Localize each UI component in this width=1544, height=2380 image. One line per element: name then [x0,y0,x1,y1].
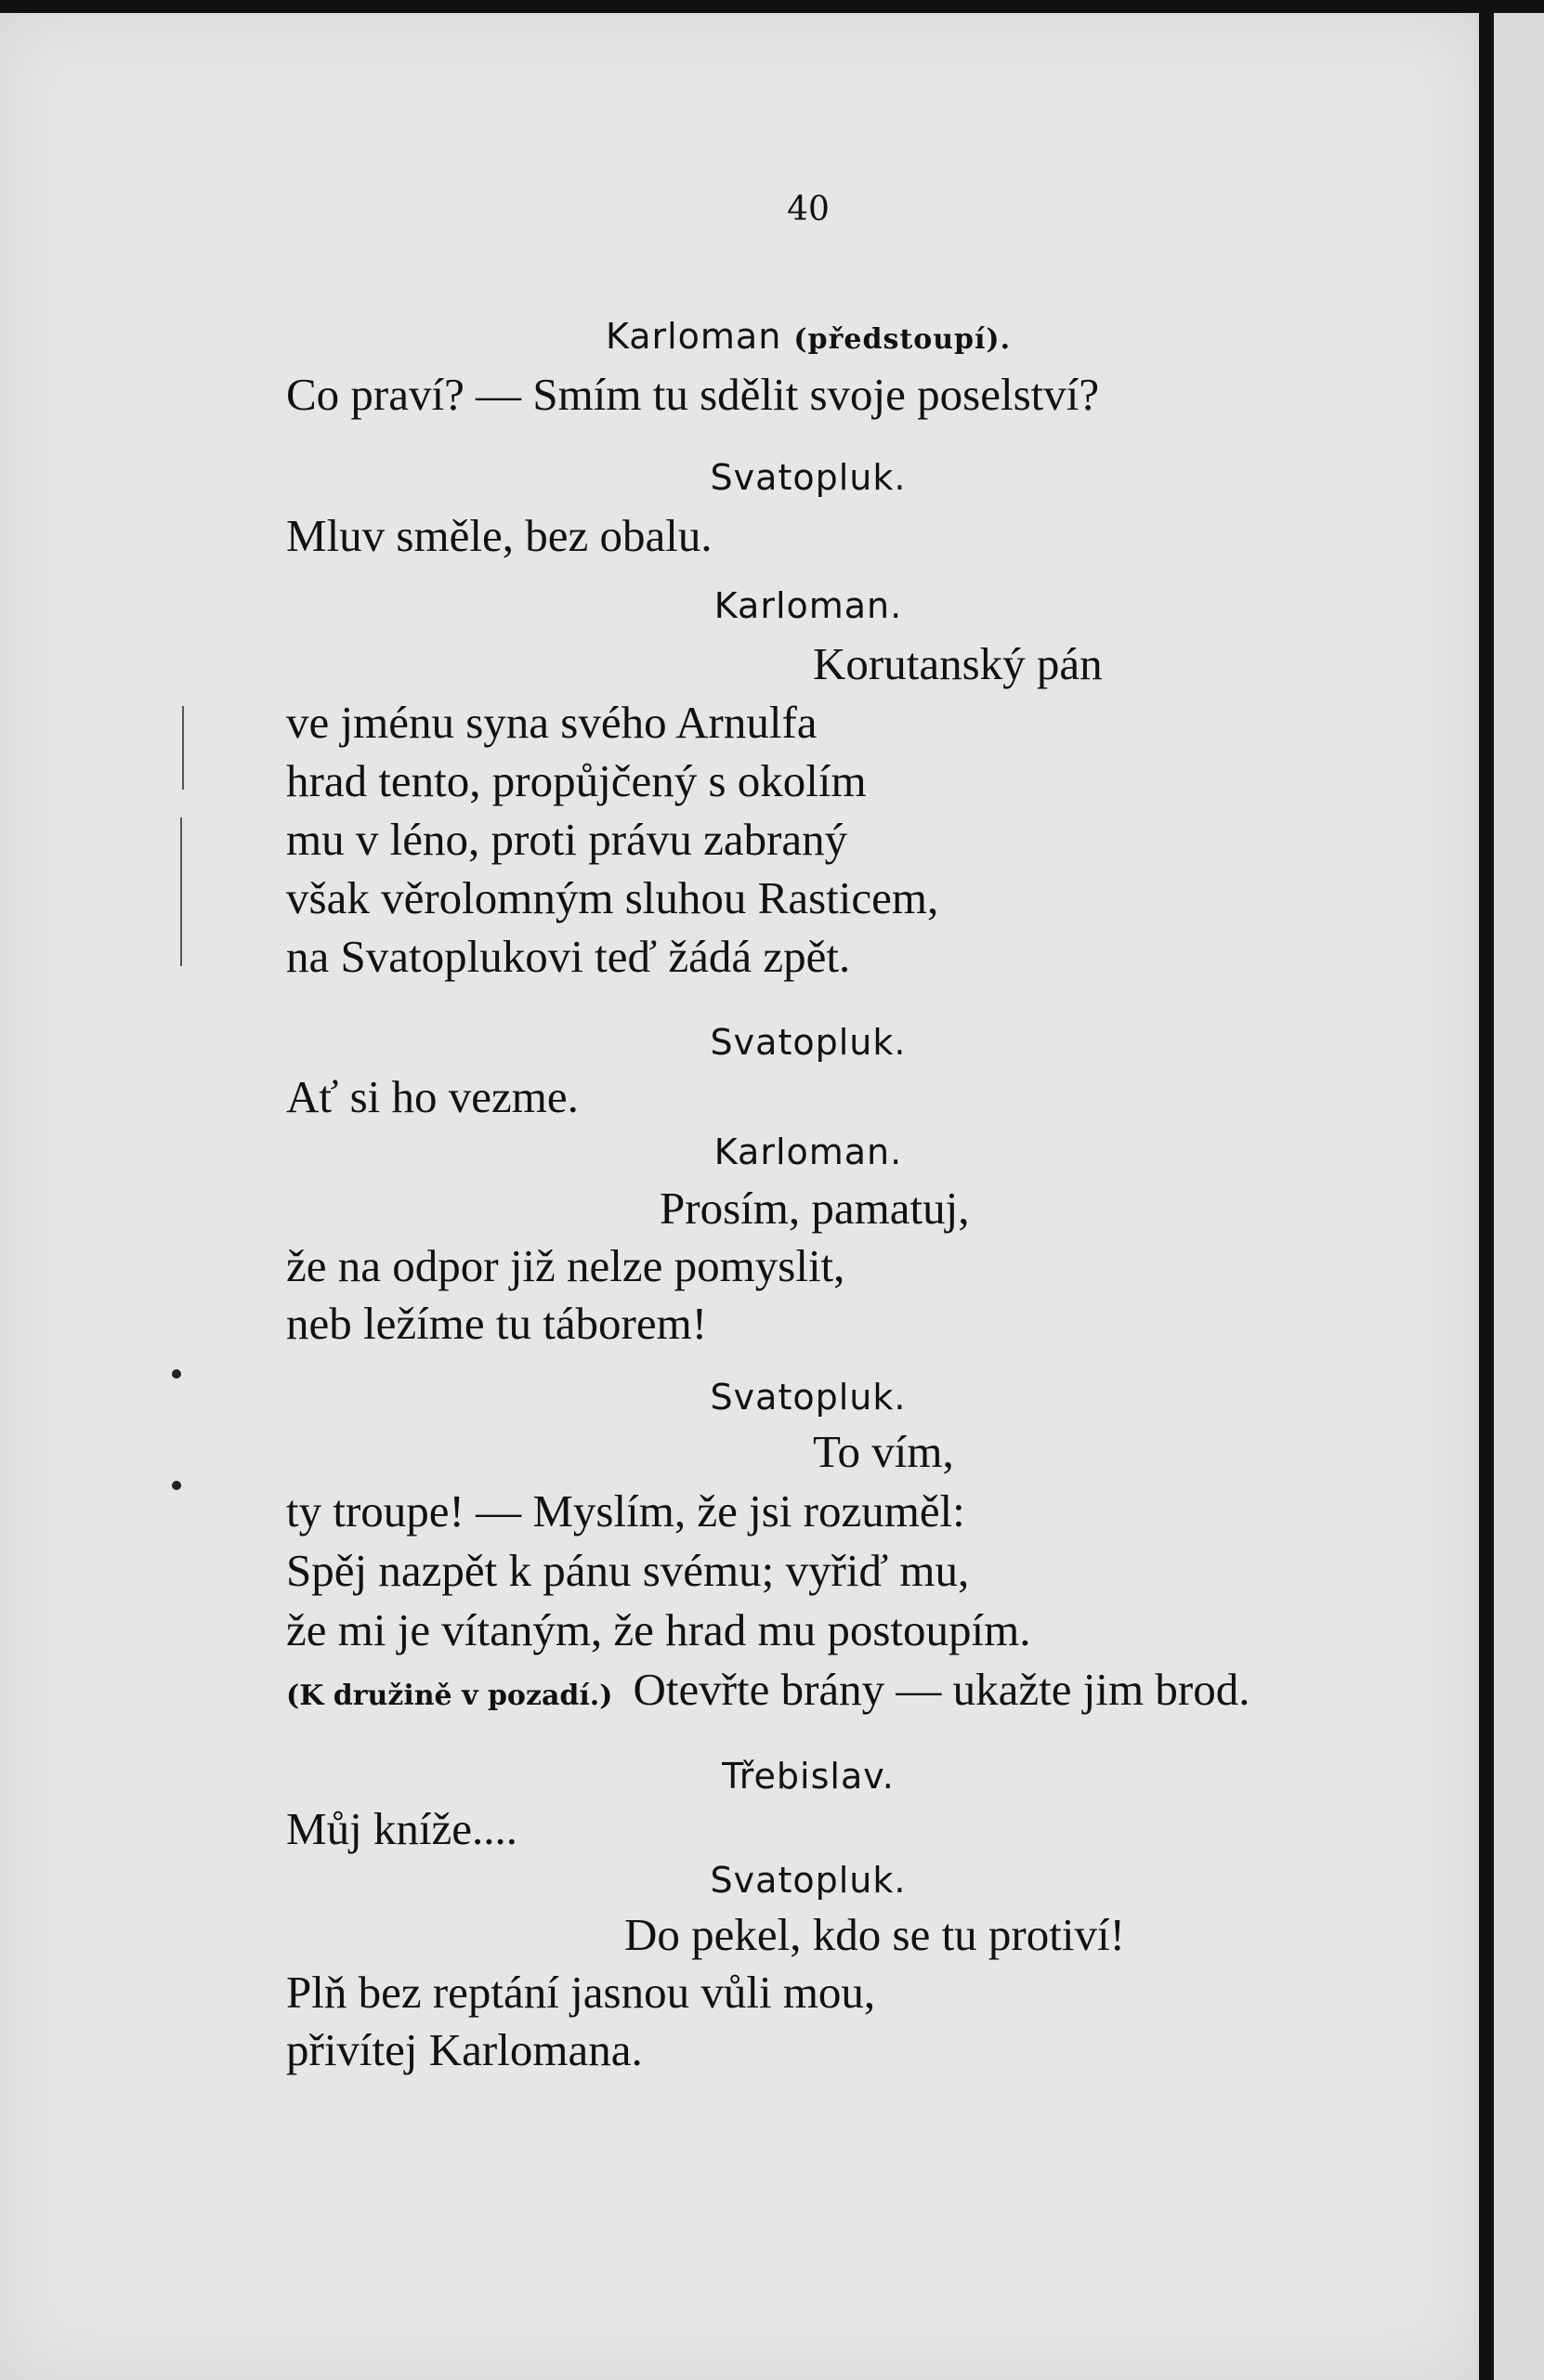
verse-line: Spěj nazpět k pánu svému; vyřiď mu, [286,1545,970,1596]
speaker-label: Třebislav. [722,1756,895,1797]
speaker-label: Karloman. [713,1131,903,1172]
verse-line: na Svatoplukovi teď žádá zpět. [286,931,851,982]
verse-line: Korutanský pán [813,638,1103,689]
verse-line: Můj kníže.... [286,1803,518,1854]
verse-line: Mluv směle, bez obalu. [286,510,713,561]
verse-line: Prosím, pamatuj, [660,1183,970,1234]
speaker-label: Karloman. [713,585,903,626]
verse-line: přivítej Karlomana. [286,2024,643,2075]
verse-line: (K družině v pozadí.) Otevřte brány — ukažte jim brod. [286,1664,1250,1715]
page-number: 40 [787,190,830,229]
pencil-mark [182,706,184,790]
ink-speck [172,1369,181,1379]
pencil-mark [180,817,182,966]
speaker-label: Svatopluk. [710,457,907,498]
verse-line: že mi je vítaným, že hrad mu postoupím. [286,1604,1031,1655]
speaker-label: Svatopluk. [710,1860,907,1901]
speaker-label: Svatopluk. [710,1377,907,1418]
speaker-label: Svatopluk. [710,1022,907,1063]
verse-line: však věrolomným sluhou Rasticem, [286,872,939,923]
stage-direction: (předstoupí). [793,323,1012,356]
verse-line: ty troupe! — Myslím, že jsi rozuměl: [286,1485,965,1537]
speaker-label: Karloman (předstoupí). [605,316,1012,357]
verse-line: Plň bez reptání jasnou vůli mou, [286,1967,876,2018]
ink-speck [172,1481,181,1490]
verse-line: To vím, [813,1426,954,1477]
verse-line: hrad tento, propůjčený s okolím [286,755,867,806]
stage-direction: (K družině v pozadí.) [286,1680,613,1712]
verse-line: neb ležíme tu táborem! [286,1298,708,1349]
verse-line: Co praví? — Smím tu sdělit svoje poselství? [286,369,1100,420]
verse-line: Ať si ho vezme. [286,1071,579,1122]
verse-line: že na odpor již nelze pomyslit, [286,1240,845,1291]
verse-line: mu v léno, proti právu zabraný [286,814,848,865]
verse-line: ve jménu syna svého Arnulfa [286,697,818,748]
page-edge [1494,13,1544,2380]
verse-line: Do pekel, kdo se tu protiví! [624,1909,1125,1960]
